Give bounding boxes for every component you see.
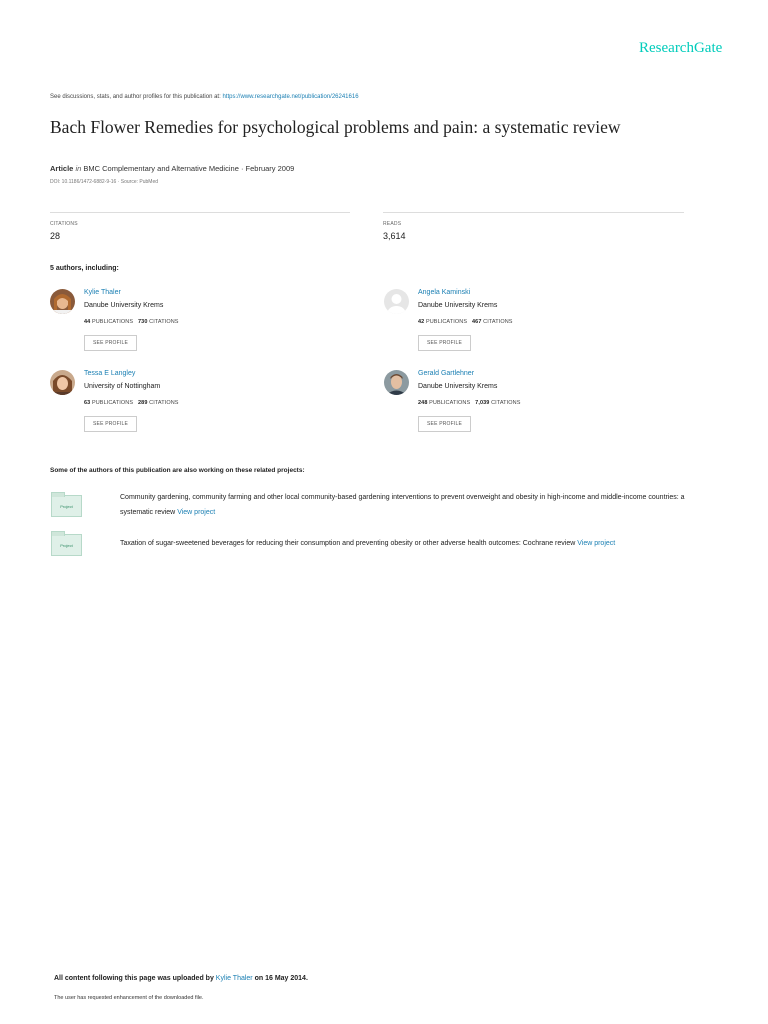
divider xyxy=(50,212,350,213)
author-institution: Danube University Krems xyxy=(84,302,164,309)
author-stats xyxy=(418,319,513,325)
author-name-link[interactable]: Gerald Gartlehner xyxy=(418,370,475,377)
discussion-text: See discussions, stats, and author profiles for this publication at: xyxy=(50,94,223,100)
citations-count: 467 xyxy=(472,319,482,325)
author-institution: Danube University Krems xyxy=(418,383,498,390)
avatar[interactable] xyxy=(384,370,409,395)
project-folder-icon xyxy=(51,495,82,517)
see-profile-button[interactable]: SEE PROFILE xyxy=(418,335,471,351)
default-avatar-icon xyxy=(384,289,409,314)
doi-line: DOI: 10.1186/1472-6882-9-16 · Source: PubMed xyxy=(50,179,159,185)
project-item xyxy=(120,536,720,551)
author-name-link[interactable]: Kylie Thaler xyxy=(84,289,121,296)
author-name-link[interactable]: Tessa E Langley xyxy=(84,370,136,377)
journal-name: BMC Complementary and Alternative Medicine · February 2009 xyxy=(83,164,295,173)
see-profile-button[interactable]: SEE PROFILE xyxy=(418,416,471,432)
publications-label: PUBLICATIONS xyxy=(429,400,471,406)
reads-value: 3,614 xyxy=(383,231,406,241)
citations-label: CITATIONS xyxy=(50,221,78,227)
project-item xyxy=(120,490,700,520)
project-icon-label: Project xyxy=(60,543,73,548)
publications-label: PUBLICATIONS xyxy=(91,319,134,325)
citations-count: 7,039 xyxy=(475,400,490,406)
publications-label: PUBLICATIONS xyxy=(425,319,468,325)
uploader-link[interactable]: Kylie Thaler xyxy=(215,975,253,982)
upload-suffix: on 16 May 2014. xyxy=(252,975,308,982)
project-title: Community gardening, community farming and other local community-based gardening interventions to prevent overweight and obesity in high-income and middle-income countries: a systematic review xyxy=(120,494,685,516)
project-title: Taxation of sugar-sweetened beverages for reducing their consumption and preventing obesity or other adverse health outcomes: Cochrane review xyxy=(120,540,578,547)
project-icon-label: Project xyxy=(60,504,73,509)
publications-count: 44 xyxy=(84,319,91,325)
author-photo-icon xyxy=(50,370,75,395)
page-title: Bach Flower Remedies for psychological problems and pain: a systematic review xyxy=(50,117,621,137)
article-type: Article xyxy=(50,164,74,173)
author-stats xyxy=(84,400,179,406)
upload-prefix: All content following this page was uploaded by xyxy=(54,975,216,982)
reads-label: READS xyxy=(383,221,402,227)
author-photo-icon xyxy=(50,289,75,314)
publications-count: 248 xyxy=(418,400,428,406)
publications-label: PUBLICATIONS xyxy=(91,400,134,406)
author-stats xyxy=(84,319,179,325)
avatar[interactable] xyxy=(384,289,409,314)
citations-value: 28 xyxy=(50,231,61,241)
author-institution: Danube University Krems xyxy=(418,302,498,309)
avatar[interactable] xyxy=(50,370,75,395)
project-folder-icon xyxy=(51,534,82,556)
citations-count: 289 xyxy=(138,400,148,406)
publications-count: 42 xyxy=(418,319,425,325)
citations-label: CITATIONS xyxy=(149,400,179,406)
authors-heading: 5 authors, including: xyxy=(50,265,119,272)
publication-url-link[interactable]: https://www.researchgate.net/publication/26241616 xyxy=(222,94,359,100)
projects-heading: Some of the authors of this publication are also working on these related projects: xyxy=(50,467,305,474)
folder-tab xyxy=(51,492,65,497)
author-name-link[interactable]: Angela Kaminski xyxy=(418,289,471,296)
citations-label: CITATIONS xyxy=(149,319,179,325)
article-in: in xyxy=(75,164,82,173)
see-profile-button[interactable]: SEE PROFILE xyxy=(84,335,137,351)
citations-label: CITATIONS xyxy=(483,319,513,325)
author-photo-icon xyxy=(384,370,409,395)
researchgate-logo[interactable]: ResearchGate xyxy=(639,40,723,56)
citations-count: 730 xyxy=(138,319,148,325)
article-meta xyxy=(50,164,294,173)
avatar[interactable] xyxy=(50,289,75,314)
discussion-line xyxy=(50,94,359,100)
folder-tab xyxy=(51,531,65,536)
upload-notice xyxy=(54,975,308,982)
see-profile-button[interactable]: SEE PROFILE xyxy=(84,416,137,432)
author-stats xyxy=(418,400,520,406)
author-institution: University of Nottingham xyxy=(84,383,161,390)
view-project-link[interactable]: View project xyxy=(177,509,216,516)
publications-count: 63 xyxy=(84,400,91,406)
divider xyxy=(383,212,684,213)
enhancement-note: The user has requested enhancement of the downloaded file. xyxy=(54,995,204,1001)
view-project-link[interactable]: View project xyxy=(577,540,616,547)
citations-label: CITATIONS xyxy=(491,400,521,406)
